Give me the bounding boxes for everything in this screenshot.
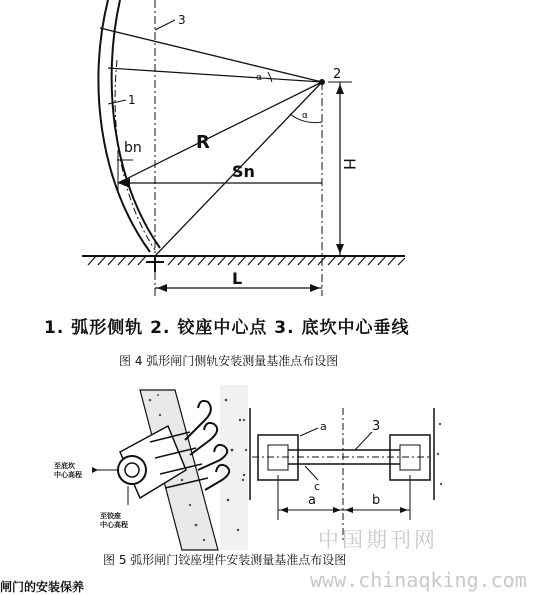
watermark-url: www.chinaqking.com <box>310 568 527 592</box>
label-r: R <box>196 132 210 153</box>
label-l: L <box>232 269 243 288</box>
figure-5-caption: 图 5 弧形闸门铰座埋件安装测量基准点布设图 <box>103 553 347 567</box>
label-line: 中心高程 <box>100 521 128 529</box>
label-bn: bn <box>124 140 142 156</box>
label-3-right: 3 <box>372 419 381 434</box>
label-hinge-center <box>100 511 128 529</box>
label-c: c <box>314 480 321 493</box>
label-hinge-center-text: 至铰座 <box>100 512 121 520</box>
label-a-top: a <box>320 420 327 433</box>
partial-heading: 闸门的安装保养 <box>0 580 85 594</box>
figure-5-diagram <box>0 380 541 580</box>
label-sill-center <box>54 461 82 479</box>
label-3: 3 <box>178 13 186 27</box>
figure-4-legend: 1. 弧形侧轨 2. 铰座中心点 3. 底坎中心垂线 <box>44 318 410 338</box>
label-sn: Sn <box>232 162 255 181</box>
label-alpha-top: α <box>256 73 262 83</box>
label-alpha-right: α <box>302 111 308 121</box>
label-h: H <box>340 158 359 171</box>
figure-4-caption: 图 4 弧形闸门侧轨安装测量基准点布设图 <box>119 354 339 368</box>
watermark-cn: 中国期刊网 <box>318 528 438 552</box>
label-dim-b: b <box>372 493 381 508</box>
label-2: 2 <box>333 67 342 82</box>
label-sill-center-text: 至底坎 <box>54 462 75 470</box>
label-dim-a: a <box>308 493 316 508</box>
label-1: 1 <box>128 93 136 107</box>
label-line: 中心高程 <box>54 471 82 479</box>
